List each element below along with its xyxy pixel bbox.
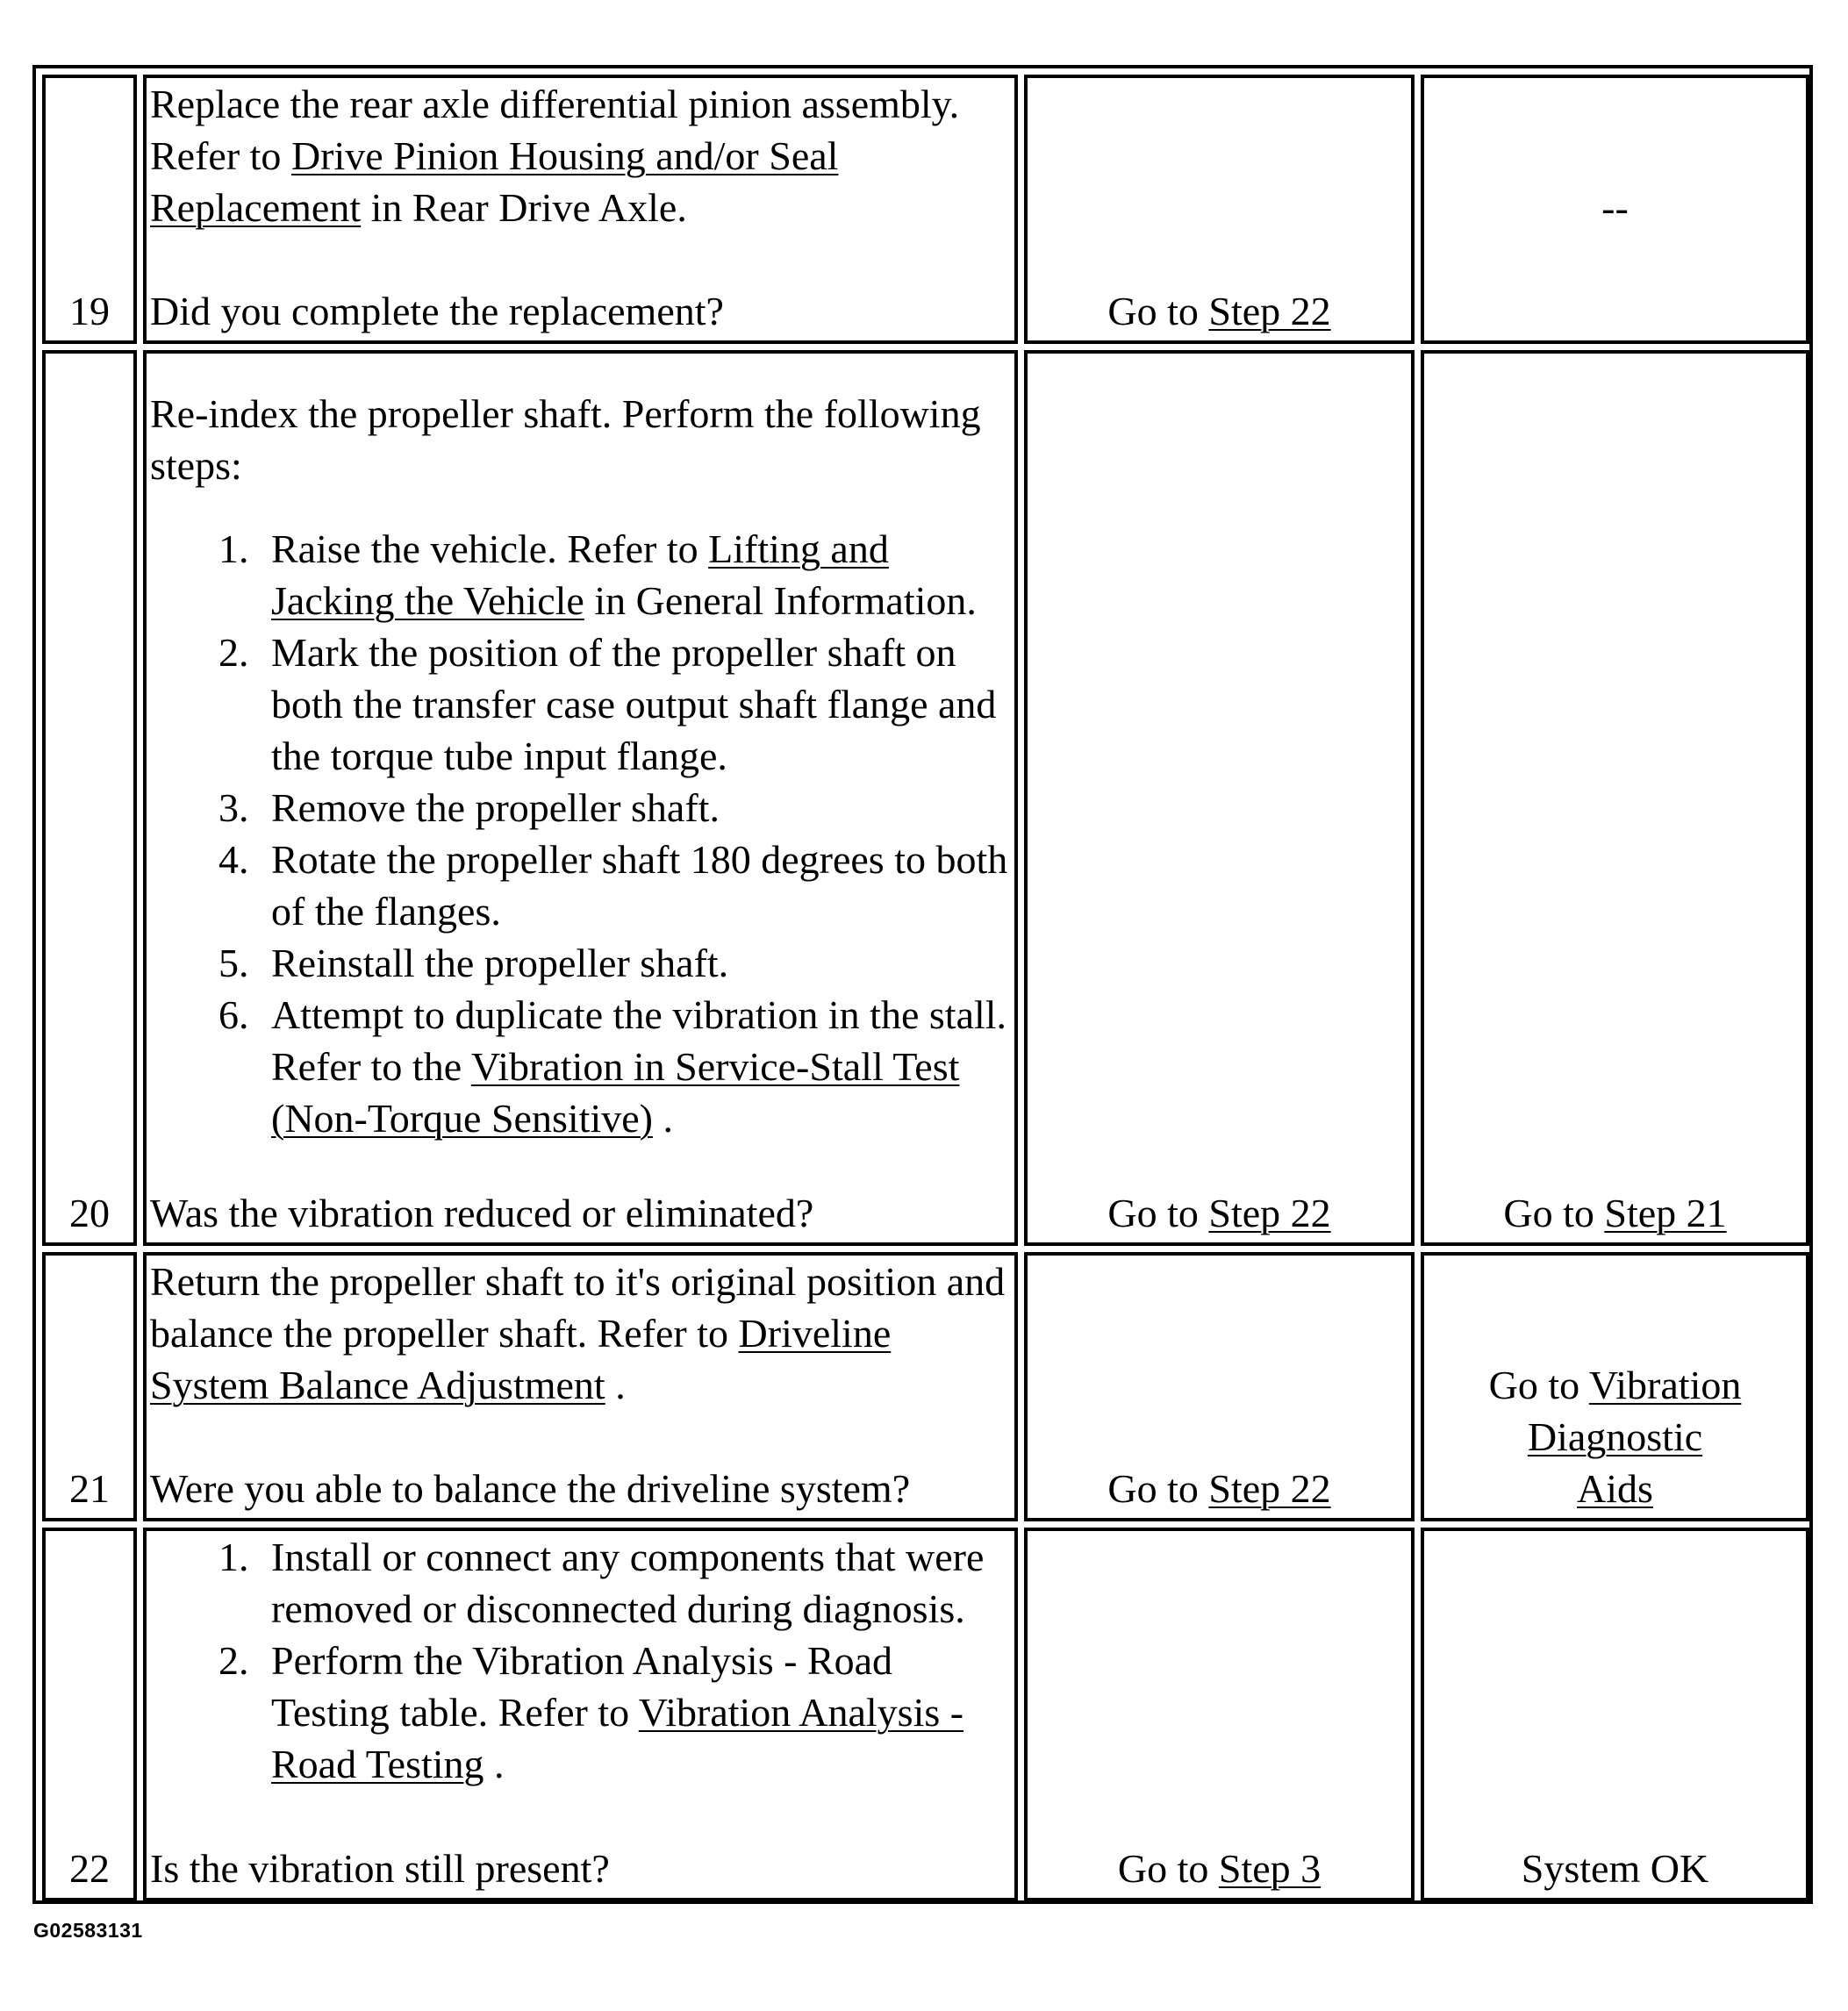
step-number: 21 (42, 1252, 137, 1521)
yes-link[interactable]: Step 3 (1218, 1846, 1322, 1891)
question-text: Is the vibration still present? (150, 1846, 610, 1891)
list-item: 3. Remove the propeller shaft. (259, 782, 1011, 834)
step-number: 20 (42, 350, 137, 1246)
action-cell (143, 350, 1018, 1246)
diagnostic-table (36, 68, 1816, 1907)
yes-cell: Go to Step 3 (1024, 1528, 1415, 1901)
list-item: 4. Rotate the propeller shaft 180 degrees to both of the flanges. (259, 834, 1011, 937)
no-cell: Go to Vibration Diagnostic Aids (1421, 1252, 1809, 1521)
reference-link[interactable]: Lifting and Jacking the Vehicle (271, 526, 889, 623)
action-text: Return the propeller shaft to it's original position and balance the propeller shaft. Refer to Driveline System Balance Adjustment . (150, 1259, 1006, 1407)
question-text: Was the vibration reduced or eliminated? (150, 1191, 814, 1235)
table-row (42, 350, 1809, 1246)
question-text: Were you able to balance the driveline system? (150, 1466, 911, 1511)
procedure-list (150, 523, 1011, 1144)
yes-cell: Go to Step 22 (1024, 75, 1415, 344)
question-text: Did you complete the replacement? (150, 289, 724, 333)
list-item: 1. Raise the vehicle. Refer to Lifting and Jacking the Vehicle in General Information. (259, 523, 1011, 626)
list-item: 6. Attempt to duplicate the vibration in the stall. Refer to the Vibration in Service-Stall Test (Non-Torque Sensitive) . (259, 989, 1011, 1144)
list-item: 1. Install or connect any components that were removed or disconnected during diagnosis. (259, 1531, 1011, 1635)
action-text: Replace the rear axle differential pinion assembly. Refer to Drive Pinion Housing and/or Seal Replacement in Rear Drive Axle. (150, 82, 960, 230)
table-row (42, 1252, 1809, 1521)
no-link[interactable]: Step 21 (1604, 1191, 1727, 1235)
no-cell: -- (1421, 75, 1809, 344)
no-link[interactable]: Vibration Diagnostic Aids (1527, 1363, 1742, 1511)
reference-link[interactable]: Vibration Analysis - Road Testing (271, 1690, 964, 1786)
table-row (42, 75, 1809, 344)
reference-link[interactable]: Drive Pinion Housing and/or Seal Replacement (150, 133, 839, 230)
action-cell (143, 75, 1018, 344)
yes-link[interactable]: Step 22 (1208, 289, 1331, 333)
list-item: 2. Perform the Vibration Analysis - Road Testing table. Refer to Vibration Analysis - Road Testing . (259, 1635, 1011, 1790)
list-item: 2. Mark the position of the propeller shaft on both the transfer case output shaft flange and the torque tube input flange. (259, 626, 1011, 782)
table-row (42, 1528, 1809, 1901)
step-number: 22 (42, 1528, 137, 1901)
action-cell (143, 1252, 1018, 1521)
yes-link[interactable]: Step 22 (1208, 1466, 1331, 1511)
reference-link[interactable]: Vibration in Service-Stall Test (Non-Torque Sensitive) (271, 1044, 960, 1141)
action-text: Re-index the propeller shaft. Perform the following steps: (150, 391, 981, 488)
figure-id: G02583131 (33, 1919, 143, 1942)
no-cell: System OK (1421, 1528, 1809, 1901)
procedure-list (150, 1531, 1011, 1790)
yes-cell: Go to Step 22 (1024, 1252, 1415, 1521)
list-item: 5. Reinstall the propeller shaft. (259, 937, 1011, 989)
reference-link[interactable]: Driveline System Balance Adjustment (150, 1311, 892, 1407)
step-number: 19 (42, 75, 137, 344)
yes-link[interactable]: Step 22 (1208, 1191, 1331, 1235)
action-cell (143, 1528, 1018, 1901)
yes-cell: Go to Step 22 (1024, 350, 1415, 1246)
no-cell: Go to Step 21 (1421, 350, 1809, 1246)
